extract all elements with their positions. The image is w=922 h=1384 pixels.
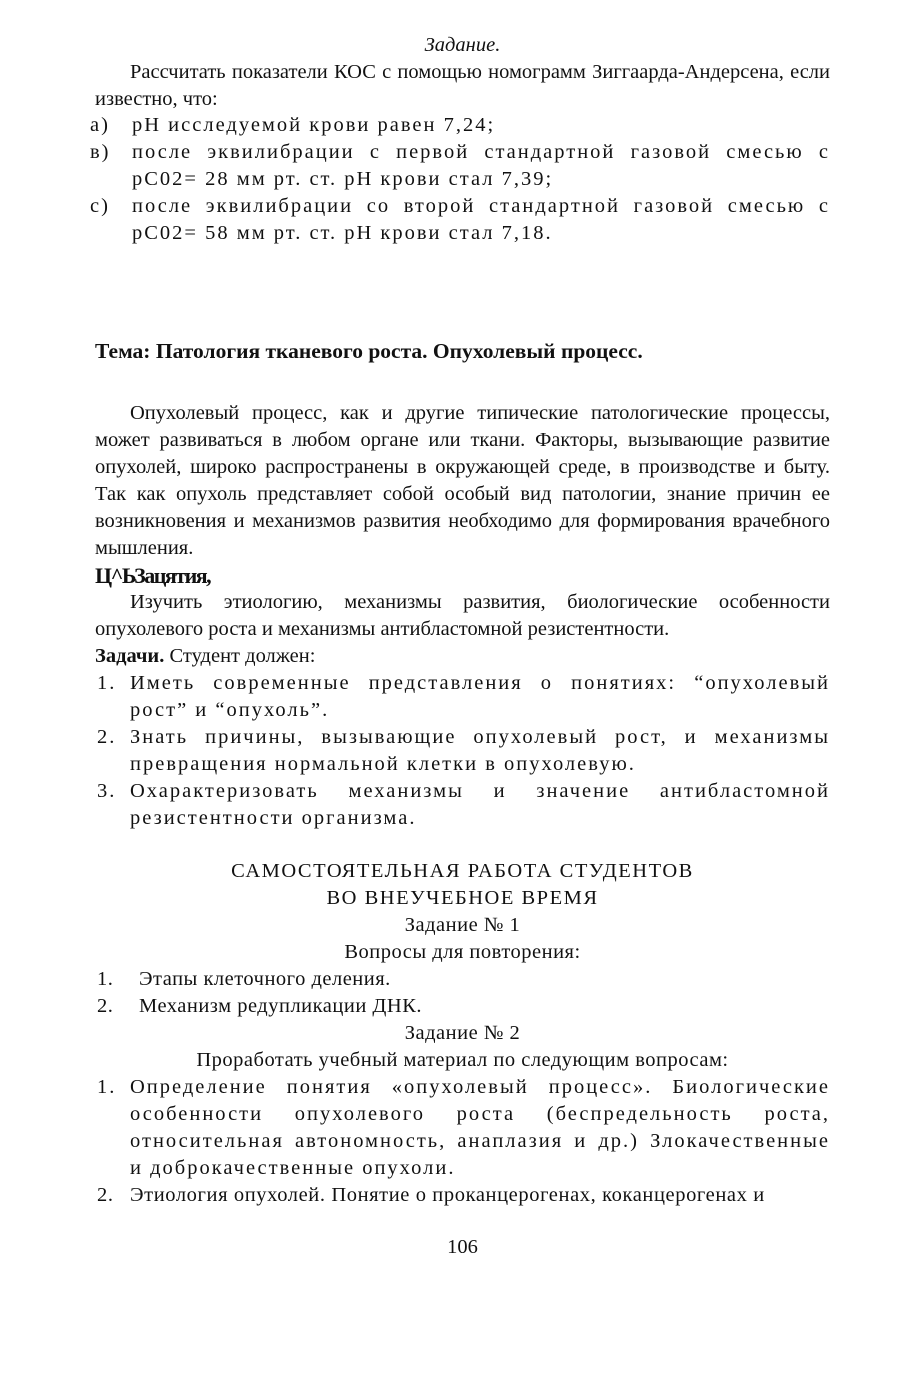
list-item bbox=[95, 966, 830, 993]
list-item-text: Знать причины, вызывающие опухолевый рост, и механизмы превращения нормальной клетки в опухолевую. bbox=[130, 726, 830, 775]
self-work-title-2: ВО ВНЕУЧЕБНОЕ ВРЕМЯ bbox=[326, 887, 599, 909]
list-item-text: после эквилибрации со второй стандартной газовой смесью с рС02= 58 мм рт. ст. рН крови стал 7,18. bbox=[132, 195, 830, 244]
task-text: Рассчитать показатели КОС с помощью номограмм Зиггаарда-Андерсена, если известно, что: bbox=[95, 61, 830, 110]
list-item bbox=[95, 993, 830, 1020]
list-item bbox=[95, 670, 830, 724]
list-marker: 1. bbox=[97, 968, 114, 990]
list-item-text: Охарактеризовать механизмы и значение антибластомной резистентности организма. bbox=[130, 780, 830, 829]
list-item bbox=[88, 139, 830, 193]
list-item-text: Механизм редупликации ДНК. bbox=[139, 995, 423, 1017]
list-item-text: рН исследуемой крови равен 7,24; bbox=[132, 114, 496, 136]
goal-text: Изучить этиологию, механизмы развития, биологические особенности опухолевого роста и механизмы антибластомной резистентности. bbox=[95, 591, 830, 640]
list-item-text: Иметь современные представления о понятиях: “опухолевый рост” и “опухоль”. bbox=[130, 672, 830, 721]
list-item-text: Этиология опухолей. Понятие о проканцерогенах, коканцерогенах и bbox=[130, 1184, 765, 1206]
list-item bbox=[95, 778, 830, 832]
list-item bbox=[95, 1074, 830, 1182]
page-number: 106 bbox=[447, 1236, 478, 1258]
task2-title: Задание № 2 bbox=[404, 1022, 521, 1044]
list-item bbox=[88, 193, 830, 247]
topic-intro: Опухолевый процесс, как и другие типические патологические процессы, может развиваться в любом органе или ткани. Факторы, вызывающие развитие опухолей, широко распространены в окружающей среде, в производстве и быту. Так как опухоль представляет собой особый вид патологии, знание причин ее возникновения и механизмов развития необходимо для формирования врачебного мышления. bbox=[95, 402, 830, 559]
topic-heading: Тема: Патология тканевого роста. Опухолевый процесс. bbox=[95, 339, 643, 363]
task1-list bbox=[95, 966, 830, 1020]
tasks-lead: Студент должен: bbox=[164, 645, 316, 667]
goal-label: Ц^ЬЗацятия, bbox=[95, 563, 211, 588]
list-marker: 2. bbox=[97, 726, 117, 748]
list-item bbox=[95, 724, 830, 778]
list-marker: 2. bbox=[97, 995, 114, 1017]
list-item-text: Этапы клеточного деления. bbox=[139, 968, 391, 990]
list-item bbox=[95, 1182, 830, 1209]
list-marker: в) bbox=[90, 141, 111, 163]
self-work-title-1: САМОСТОЯТЕЛЬНАЯ РАБОТА СТУДЕНТОВ bbox=[231, 860, 694, 882]
task2-subtitle: Проработать учебный материал по следующим вопросам: bbox=[196, 1049, 729, 1071]
task1-title: Задание № 1 bbox=[404, 914, 521, 936]
tasks-list bbox=[95, 670, 830, 832]
list-item-text: после эквилибрации с первой стандартной газовой смесью с рС02= 28 мм рт. ст. рН крови стал 7,39; bbox=[132, 141, 830, 190]
task1-subtitle: Вопросы для повторения: bbox=[344, 941, 581, 963]
task-items-list bbox=[88, 112, 830, 247]
list-marker: 1. bbox=[97, 1076, 117, 1098]
list-marker: 2. bbox=[97, 1184, 114, 1206]
tasks-label-line bbox=[95, 643, 830, 670]
list-marker: 3. bbox=[97, 780, 117, 802]
list-item bbox=[88, 112, 830, 139]
tasks-label: Задачи. bbox=[95, 645, 165, 667]
task2-list bbox=[95, 1074, 830, 1209]
list-marker: а) bbox=[90, 114, 110, 136]
list-marker: 1. bbox=[97, 672, 117, 694]
task-title: Задание. bbox=[424, 34, 501, 56]
list-item-text: Определение понятия «опухолевый процесс». Биологические особенности опухолевого роста (беспредельность роста, относительная автономность, анаплазия и др.) Злокачественные и доброкачественные опухоли. bbox=[130, 1076, 830, 1179]
list-marker: с) bbox=[90, 195, 110, 217]
